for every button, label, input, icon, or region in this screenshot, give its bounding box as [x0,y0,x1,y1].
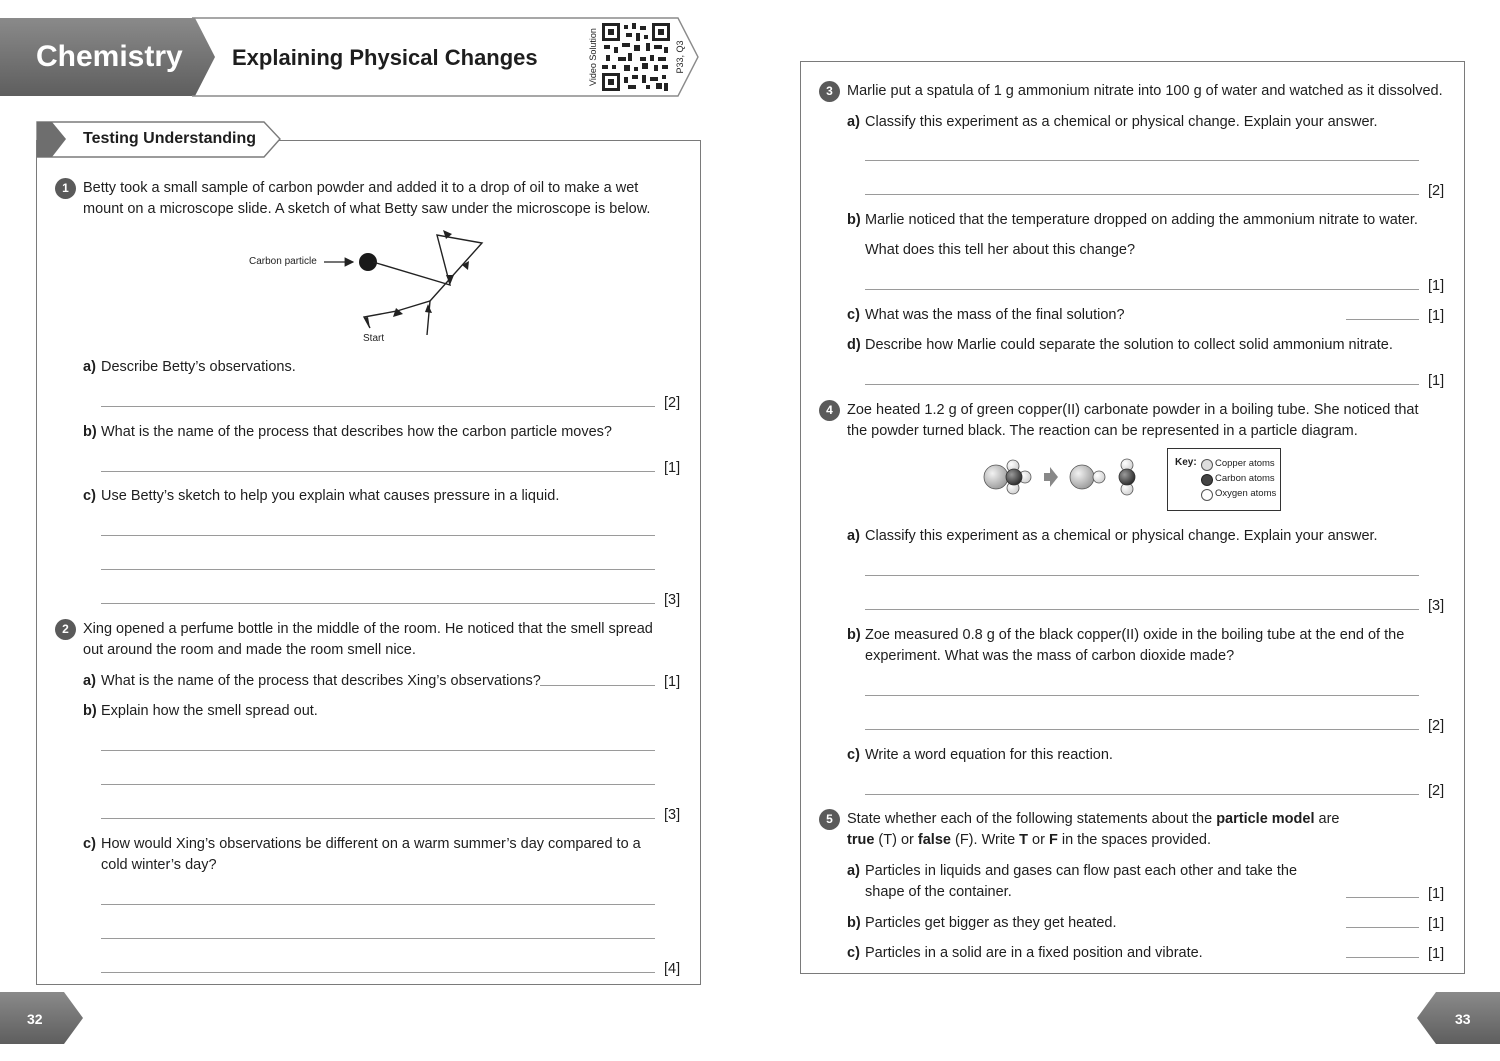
q2c-answer-line-1[interactable] [101,904,655,905]
q4b-text-line2: experiment. What was the mass of carbon dioxide made? [865,648,1235,664]
copper-carbonate-molecule [984,460,1031,494]
q3b-marks: [1] [1428,278,1445,294]
q4b-answer-line-2[interactable] [865,729,1419,730]
q5-t-letter: T [1019,832,1029,848]
q3a-answer-line-2[interactable] [865,194,1419,195]
atom-key-box [1167,448,1281,511]
key-copper: Copper atoms [1215,458,1275,469]
q5-line2-part4: in the spaces provided. [1057,832,1211,848]
q1b-marks: [1] [664,460,681,476]
q1a-marks: [2] [664,395,681,411]
q4a-answer-line-1[interactable] [865,575,1419,576]
q5-line2-part1: (T) or [874,832,918,848]
q1b-text: What is the name of the process that describes how the carbon particle moves? [101,424,612,440]
q3a-marks: [2] [1428,183,1445,199]
q5-intro-part2: are [1314,811,1340,827]
q3-text: Marlie put a spatula of 1 g ammonium nitrate into 100 g of water and watched as it dissolved. [847,83,1443,99]
q4-text-line1: Zoe heated 1.2 g of green copper(II) carbonate powder in a boiling tube. She noticed that [847,402,1419,418]
q4b-text-line1: Zoe measured 0.8 g of the black copper(II) oxide in the boiling tube at the end of the [865,627,1405,643]
q2b-answer-line-1[interactable] [101,750,655,751]
subject-title: Chemistry [36,40,183,73]
q4b-label: b) [847,627,861,643]
video-ref-wrap [672,24,688,90]
q1a-label: a) [83,359,96,375]
q3d-answer-line[interactable] [865,384,1419,385]
question-number-2: 2 [55,619,76,640]
video-solution-label-wrap [585,24,601,90]
q4c-marks: [2] [1428,783,1445,799]
q3b-label: b) [847,212,861,228]
carbon-particle-label: Carbon particle [249,256,317,267]
q1a-text: Describe Betty’s observations. [101,359,296,375]
q3c-text: What was the mass of the final solution? [865,307,1125,323]
q2a-text: What is the name of the process that describes Xing’s observations? [101,673,541,689]
q4a-text: Classify this experiment as a chemical or physical change. Explain your answer. [865,528,1378,544]
q1b-label: b) [83,424,97,440]
q2c-text-line2: cold winter’s day? [101,857,217,873]
q5a-text-line1: Particles in liquids and gases can flow past each other and take the [865,863,1298,879]
q2b-marks: [3] [664,807,681,823]
q5c-marks: [1] [1428,946,1445,962]
carbon-atom-icon [1201,474,1213,486]
copper-atom-icon [1201,459,1213,471]
q3c-label: c) [847,307,860,323]
q4-text-line2: the powder turned black. The reaction can be represented in a particle diagram. [847,423,1358,439]
q5a-answer-line[interactable] [1346,897,1419,898]
q1c-answer-line-2[interactable] [101,569,655,570]
question-number-1: 1 [55,178,76,199]
q1c-answer-line-1[interactable] [101,535,655,536]
section-title: Testing Understanding [83,130,257,147]
q3b-text-line2: What does this tell her about this change? [865,242,1136,258]
q3a-answer-line-1[interactable] [865,160,1419,161]
q2b-text: Explain how the smell spread out. [101,703,318,719]
start-label: Start [363,333,385,344]
q4c-answer-line[interactable] [865,794,1419,795]
q1c-text: Use Betty’s sketch to help you explain what causes pressure in a liquid. [101,488,560,504]
copper-oxide-molecule [1070,465,1105,489]
reaction-arrow-icon [1044,467,1058,487]
q5-intro-bold1: particle model [1216,811,1315,827]
q5c-text: Particles in a solid are in a fixed position and vibrate. [865,945,1203,961]
q4a-answer-line-2[interactable] [865,609,1419,610]
q3c-answer-line[interactable] [1346,319,1419,320]
q2b-answer-line-3[interactable] [101,818,655,819]
q2-text-line2: out around the room and made the room smell nice. [83,642,416,658]
page-title: Explaining Physical Changes [232,45,538,70]
particle-path-start [364,301,430,335]
key-carbon: Carbon atoms [1215,473,1275,484]
q1c-marks: [3] [664,592,681,608]
subject-banner [0,18,215,96]
q5a-label: a) [847,863,860,879]
question-number-3: 3 [819,81,840,102]
q2a-label: a) [83,673,96,689]
q4b-answer-line-1[interactable] [865,695,1419,696]
q1a-answer-line[interactable] [101,406,655,407]
q2c-marks: [4] [664,961,681,977]
q3b-answer-line[interactable] [865,289,1419,290]
right-page-number: 33 [1455,1011,1471,1027]
q1c-label: c) [83,488,96,504]
q3a-text: Classify this experiment as a chemical or physical change. Explain your answer. [865,114,1378,130]
q5-false-word: false [917,832,951,848]
q3d-label: d) [847,337,861,353]
question-number-4: 4 [819,400,840,421]
particle-reaction-diagram [975,452,1145,502]
q3a-label: a) [847,114,860,130]
q2c-text-line1: How would Xing’s observations be different on a warm summer’s day compared to a [101,836,641,852]
q5-f-letter: F [1048,832,1058,848]
q5-line2-part3: or [1028,832,1049,848]
q3b-text-line1: Marlie noticed that the temperature dropped on adding the ammonium nitrate to water. [865,212,1418,228]
q5-true-word: true [847,832,875,848]
q3c-marks: [1] [1428,308,1445,324]
q4a-marks: [3] [1428,598,1445,614]
q5b-label: b) [847,915,861,931]
q5-intro-line1 [847,809,1340,830]
q4c-text: Write a word equation for this reaction. [865,747,1113,763]
q2a-answer-line[interactable] [540,685,655,686]
video-ref-label: P33, Q3 [675,40,685,74]
video-solution-label: Video Solution [588,28,598,86]
q4c-label: c) [847,747,860,763]
question-number-5: 5 [819,809,840,830]
q5b-text: Particles get bigger as they get heated. [865,915,1117,931]
q5-intro-part1: State whether each of the following statements about the [847,811,1217,827]
q5b-marks: [1] [1428,916,1445,932]
q4a-label: a) [847,528,860,544]
q5c-answer-line[interactable] [1346,957,1419,958]
q2c-answer-line-2[interactable] [101,938,655,939]
q3d-text: Describe how Marlie could separate the solution to collect solid ammonium nitrate. [865,337,1393,353]
q5b-answer-line[interactable] [1346,927,1419,928]
key-title: Key: [1175,457,1197,468]
q1b-answer-line[interactable] [101,471,655,472]
q5a-marks: [1] [1428,886,1445,902]
q5-line2-part2: (F). Write [950,832,1020,848]
q1c-answer-line-3[interactable] [101,603,655,604]
q3d-marks: [1] [1428,373,1445,389]
q5c-label: c) [847,945,860,961]
key-oxygen: Oxygen atoms [1215,488,1277,499]
q2c-label: c) [83,836,96,852]
q1-text-line1: Betty took a small sample of carbon powder and added it to a drop of oil to make a wet [83,180,639,196]
q5-intro-line2 [847,830,1211,851]
left-page-number: 32 [27,1011,43,1027]
q2b-label: b) [83,703,97,719]
q4b-marks: [2] [1428,718,1445,734]
carbon-dioxide-molecule [1119,459,1135,495]
q2b-answer-line-2[interactable] [101,784,655,785]
qr-code-icon[interactable] [602,23,670,91]
oxygen-atom-icon [1201,489,1213,501]
q2a-marks: [1] [664,674,681,690]
q5a-text-line2: shape of the container. [865,884,1012,900]
q1-text-line2: mount on a microscope slide. A sketch of what Betty saw under the microscope is below. [83,201,651,217]
q2-text-line1: Xing opened a perfume bottle in the middle of the room. He noticed that the smell spread [83,621,653,637]
q2c-answer-line-3[interactable] [101,972,655,973]
